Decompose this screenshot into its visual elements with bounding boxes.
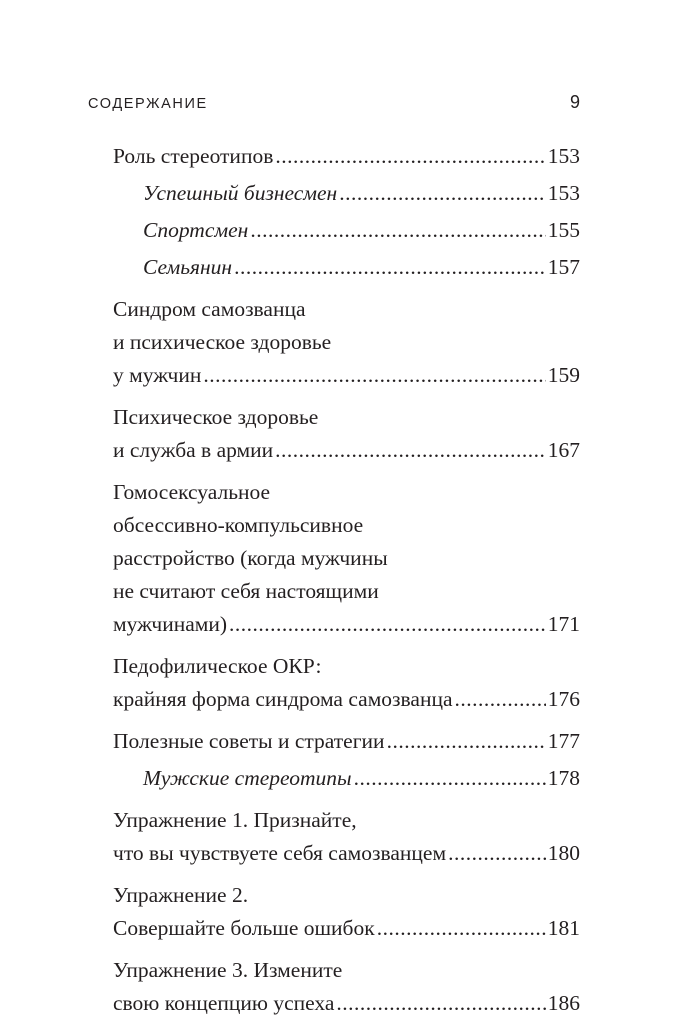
toc-entry-line: обсессивно-компульсивное <box>113 513 364 537</box>
toc-entry-line: не считают себя настоящими <box>113 579 379 603</box>
toc-entry-line: расстройство (когда мужчины <box>113 546 388 570</box>
toc-entry[interactable] <box>113 954 580 1020</box>
toc-page-number: 171 <box>547 612 580 636</box>
toc-entry-title: Успешный бизнесмен <box>143 181 338 205</box>
toc-entry-last-line <box>143 177 580 210</box>
toc-entry-line: Психическое здоровье <box>113 405 319 429</box>
toc-entry-last-line <box>113 725 580 758</box>
toc-entry-last-line <box>143 214 580 247</box>
toc-entry-title: свою концепцию успеха <box>113 991 335 1015</box>
toc-entry-last-line <box>113 434 580 467</box>
page-number: 9 <box>569 92 580 112</box>
toc-entry[interactable] <box>113 140 580 173</box>
toc-entry[interactable] <box>113 214 580 247</box>
toc-entry-last-line <box>113 608 580 641</box>
toc-entry-title: Полезные советы и стратегии <box>113 729 385 753</box>
section-title: СОДЕРЖАНИЕ <box>88 96 208 112</box>
toc-entry[interactable] <box>113 293 580 392</box>
toc-entry-title: что вы чувствуете себя самозванцем <box>113 841 447 865</box>
toc-page-number: 180 <box>547 841 580 865</box>
toc-entry-line: Педофилическое ОКР: <box>113 654 322 678</box>
toc-entry-title: Семьянин <box>143 255 233 279</box>
toc-page-number: 167 <box>547 438 580 462</box>
toc-entry-last-line <box>113 359 580 392</box>
dot-leader <box>354 762 546 795</box>
dot-leader <box>203 359 545 392</box>
dot-leader <box>377 912 546 945</box>
toc-entry[interactable] <box>113 804 580 870</box>
toc-entry-last-line <box>113 140 580 173</box>
toc-page-number: 176 <box>547 687 580 711</box>
toc-entry-line: и психическое здоровье <box>113 330 332 354</box>
dot-leader <box>250 214 545 247</box>
toc-page-number: 177 <box>547 729 580 753</box>
toc-entry-title: Совершайте больше ошибок <box>113 916 375 940</box>
toc-page-number: 181 <box>547 916 580 940</box>
toc-entry-last-line <box>113 683 580 716</box>
dot-leader <box>387 725 546 758</box>
toc-page-number: 159 <box>547 363 580 387</box>
toc-entry[interactable] <box>113 762 580 795</box>
toc-entry-title: Мужские стереотипы <box>143 766 352 790</box>
toc-entry-last-line <box>113 912 580 945</box>
toc-entry-last-line <box>113 837 580 870</box>
toc-entry-line: Упражнение 1. Признайте, <box>113 808 357 832</box>
toc-page-number: 153 <box>547 181 580 205</box>
dot-leader <box>448 837 546 870</box>
dot-leader <box>339 177 546 210</box>
toc-entry[interactable] <box>113 650 580 716</box>
running-header <box>88 92 580 113</box>
dot-leader <box>229 608 546 641</box>
dot-leader <box>234 251 546 284</box>
toc-entry[interactable] <box>113 879 580 945</box>
toc-entry[interactable] <box>113 401 580 467</box>
toc-page-number: 153 <box>547 144 580 168</box>
toc-entry-last-line <box>143 762 580 795</box>
table-of-contents <box>113 140 580 1020</box>
dot-leader <box>455 683 546 716</box>
dot-leader <box>275 140 545 173</box>
toc-entry-title: у мужчин <box>113 363 202 387</box>
toc-entry-title: Спортсмен <box>143 218 249 242</box>
toc-page-number: 157 <box>547 255 580 279</box>
toc-entry-title: и служба в армии <box>113 438 274 462</box>
toc-entry-last-line <box>113 987 580 1020</box>
toc-entry-line: Упражнение 2. <box>113 883 249 907</box>
toc-page-number: 186 <box>547 991 580 1015</box>
dot-leader <box>336 987 545 1020</box>
toc-entry[interactable] <box>113 476 580 641</box>
toc-entry-line: Упражнение 3. Измените <box>113 958 343 982</box>
toc-entry-line: Гомосексуальное <box>113 480 271 504</box>
toc-entry[interactable] <box>113 177 580 210</box>
toc-page-number: 155 <box>547 218 580 242</box>
toc-entry-title: мужчинами) <box>113 612 228 636</box>
toc-entry[interactable] <box>113 251 580 284</box>
toc-entry-title: Роль стереотипов <box>113 144 274 168</box>
toc-entry-line: Синдром самозванца <box>113 297 306 321</box>
toc-entry-last-line <box>143 251 580 284</box>
toc-entry[interactable] <box>113 725 580 758</box>
toc-page-number: 178 <box>547 766 580 790</box>
toc-entry-title: крайняя форма синдрома самозванца <box>113 687 453 711</box>
dot-leader <box>275 434 546 467</box>
